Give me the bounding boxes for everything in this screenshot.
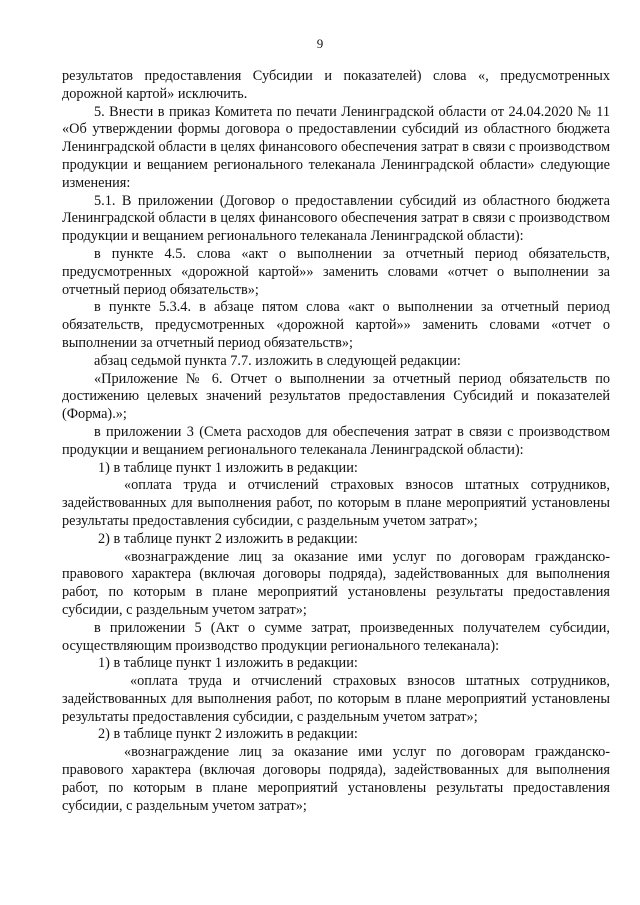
quoted-text: «оплата труда и отчислений страховых взносов штатных сотрудников, задействованных для выполнения работ, по которым в плане мероприятий установлены результаты предоставления субсидии, с раздельным учетом затрат»; (62, 673, 610, 725)
list-item: 1) в таблице пункт 1 изложить в редакции: (98, 459, 358, 476)
paragraph: 5. Внести в приказ Комитета по печати Ленинградской области от 24.04.2020 № 11 «Об утверждении формы договора о предоставлении субсидий из областного бюджета Ленинградской области в целях финансового обеспечения затрат в связи с производством продукции и вещанием регионального телеканала Ленинградской области» следующие изменения: (62, 103, 610, 191)
paragraph: в пункте 5.3.4. в абзаце пятом слова «акт о выполнении за отчетный период обязательств, предусмотренных «дорожной картой»» заменить словами «отчет о выполнении за отчетный период обязательств»; (62, 299, 610, 351)
list-item: 2) в таблице пункт 2 изложить в редакции: (98, 726, 358, 743)
paragraph: 5.1. В приложении (Договор о предоставлении субсидий из областного бюджета Ленинградской области в целях финансового обеспечения затрат в связи с производством продукции и вещанием регионального телеканала Ленинградской области): (62, 192, 610, 245)
paragraph: в приложении 3 (Смета расходов для обеспечения затрат в связи с производством продукции и вещанием регионального телеканала Ленинградской области): (62, 423, 610, 458)
document-body (62, 68, 610, 815)
paragraph: «Приложение № 6. Отчет о выполнении за отчетный период обязательств по достижению целевых значений результатов предоставления Субсидий и показателей (Форма).»; (62, 370, 610, 423)
paragraph: в пункте 4.5. слова «акт о выполнении за отчетный период обязательств, предусмотренных «дорожной картой»» заменить словами «отчет о выполнении за отчетный период обязательств»; (62, 245, 610, 298)
paragraph: результатов предоставления Субсидии и показателей) слова «, предусмотренных дорожной картой» исключить. (62, 68, 610, 102)
quoted-text: «вознаграждение лиц за оказание ими услуг по договорам гражданско-правового характера (включая договоры подряда), задействованных для выполнения работ, по которым в плане мероприятий установлены результаты предоставления субсидии, с раздельным учетом затрат»; (62, 548, 610, 618)
paragraph: в приложении 5 (Акт о сумме затрат, произведенных получателем субсидии, осуществляющим производство продукции регионального телеканала): (62, 619, 610, 654)
page-number: 9 (316, 36, 324, 51)
list-item: 2) в таблице пункт 2 изложить в редакции: (98, 530, 358, 547)
quoted-text: «вознаграждение лиц за оказание ими услуг по договорам гражданско-правового характера (включая договоры подряда), задействованных для выполнения работ, по которым в плане мероприятий установлены результаты предоставления субсидии, с раздельным учетом затрат»; (62, 744, 610, 814)
quoted-text: «оплата труда и отчислений страховых взносов штатных сотрудников, задействованных для выполнения работ, по которым в плане мероприятий установлены результаты предоставления субсидии, с раздельным учетом затрат»; (62, 477, 610, 529)
paragraph: абзац седьмой пункта 7.7. изложить в следующей редакции: (94, 352, 461, 369)
list-item: 1) в таблице пункт 1 изложить в редакции: (98, 655, 358, 672)
